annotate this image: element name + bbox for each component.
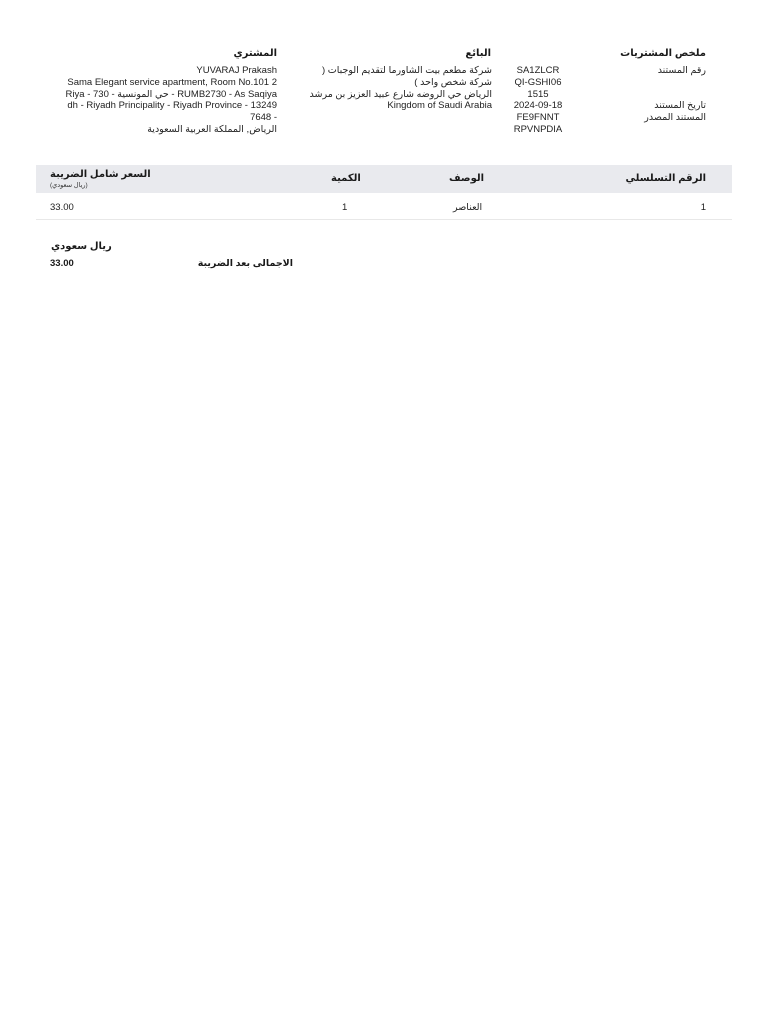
items-table-header	[36, 165, 732, 193]
header-price-incl-tax: السعر شامل الضريبة	[50, 169, 151, 180]
cell-serial: 1	[700, 202, 706, 213]
seller-line: شركة مطعم بيت الشاورما لتقديم الوجبات (	[321, 65, 492, 76]
source-doc-value-1: FE9FNNT	[516, 112, 560, 124]
header-serial: الرقم التسلسلي	[625, 173, 706, 184]
seller-line: شركة شخص واحد )	[414, 76, 492, 88]
doc-number-value-2: QI-GSHI06	[514, 76, 562, 88]
doc-number-label: رقم المستند	[657, 65, 706, 76]
header-quantity: الكمية	[331, 173, 361, 184]
buyer-line: 7648 -	[250, 112, 277, 124]
header-description: الوصف	[449, 173, 485, 184]
source-doc-value-2: RPVNPDIA	[513, 123, 563, 135]
buyer-line: الرياض, المملكة العربية السعودية	[147, 123, 277, 135]
summary-labels	[616, 65, 706, 124]
header-price-currency: (ريال سعودي)	[50, 182, 88, 189]
cell-price: 33.00	[50, 202, 74, 213]
seller-address	[298, 65, 492, 112]
cell-quantity: 1	[342, 202, 348, 213]
doc-date-label: تاريخ المستند	[654, 100, 706, 112]
source-doc-label: المستند المصدر	[644, 112, 706, 124]
doc-number-value-3: 1515	[527, 88, 549, 100]
table-row	[36, 193, 732, 220]
buyer-address	[52, 65, 277, 136]
total-after-tax-label: الاجمالى بعد الضريبة	[197, 258, 293, 269]
seller-line: Kingdom of Saudi Arabia	[387, 100, 492, 112]
buyer-line: dh - Riyadh Principality - Riyadh Province - 13249	[67, 100, 277, 112]
buyer-title: المشتري	[233, 48, 277, 59]
cell-description: العناصر	[453, 202, 483, 213]
buyer-line: Sama Elegant service apartment, Room No.101 2	[67, 76, 277, 88]
buyer-line: YUVARAJ Prakash	[196, 65, 277, 76]
totals-currency: ريال سعودي	[51, 241, 112, 252]
seller-title: البائع	[465, 48, 491, 59]
buyer-line: Riya - حي المونسية - 730 - RUMB2730 - As Saqiya	[65, 88, 277, 100]
doc-date-value: 2024-09-18	[513, 100, 563, 112]
seller-line: الرياض حي الروضه شارع عبيد العزيز بن مرشد	[309, 88, 492, 100]
total-after-tax-value: 33.00	[50, 258, 74, 269]
summary-title: ملخص المشتريات	[620, 48, 706, 59]
doc-number-value-1: SA1ZLCR	[516, 65, 560, 76]
summary-values	[500, 65, 576, 136]
